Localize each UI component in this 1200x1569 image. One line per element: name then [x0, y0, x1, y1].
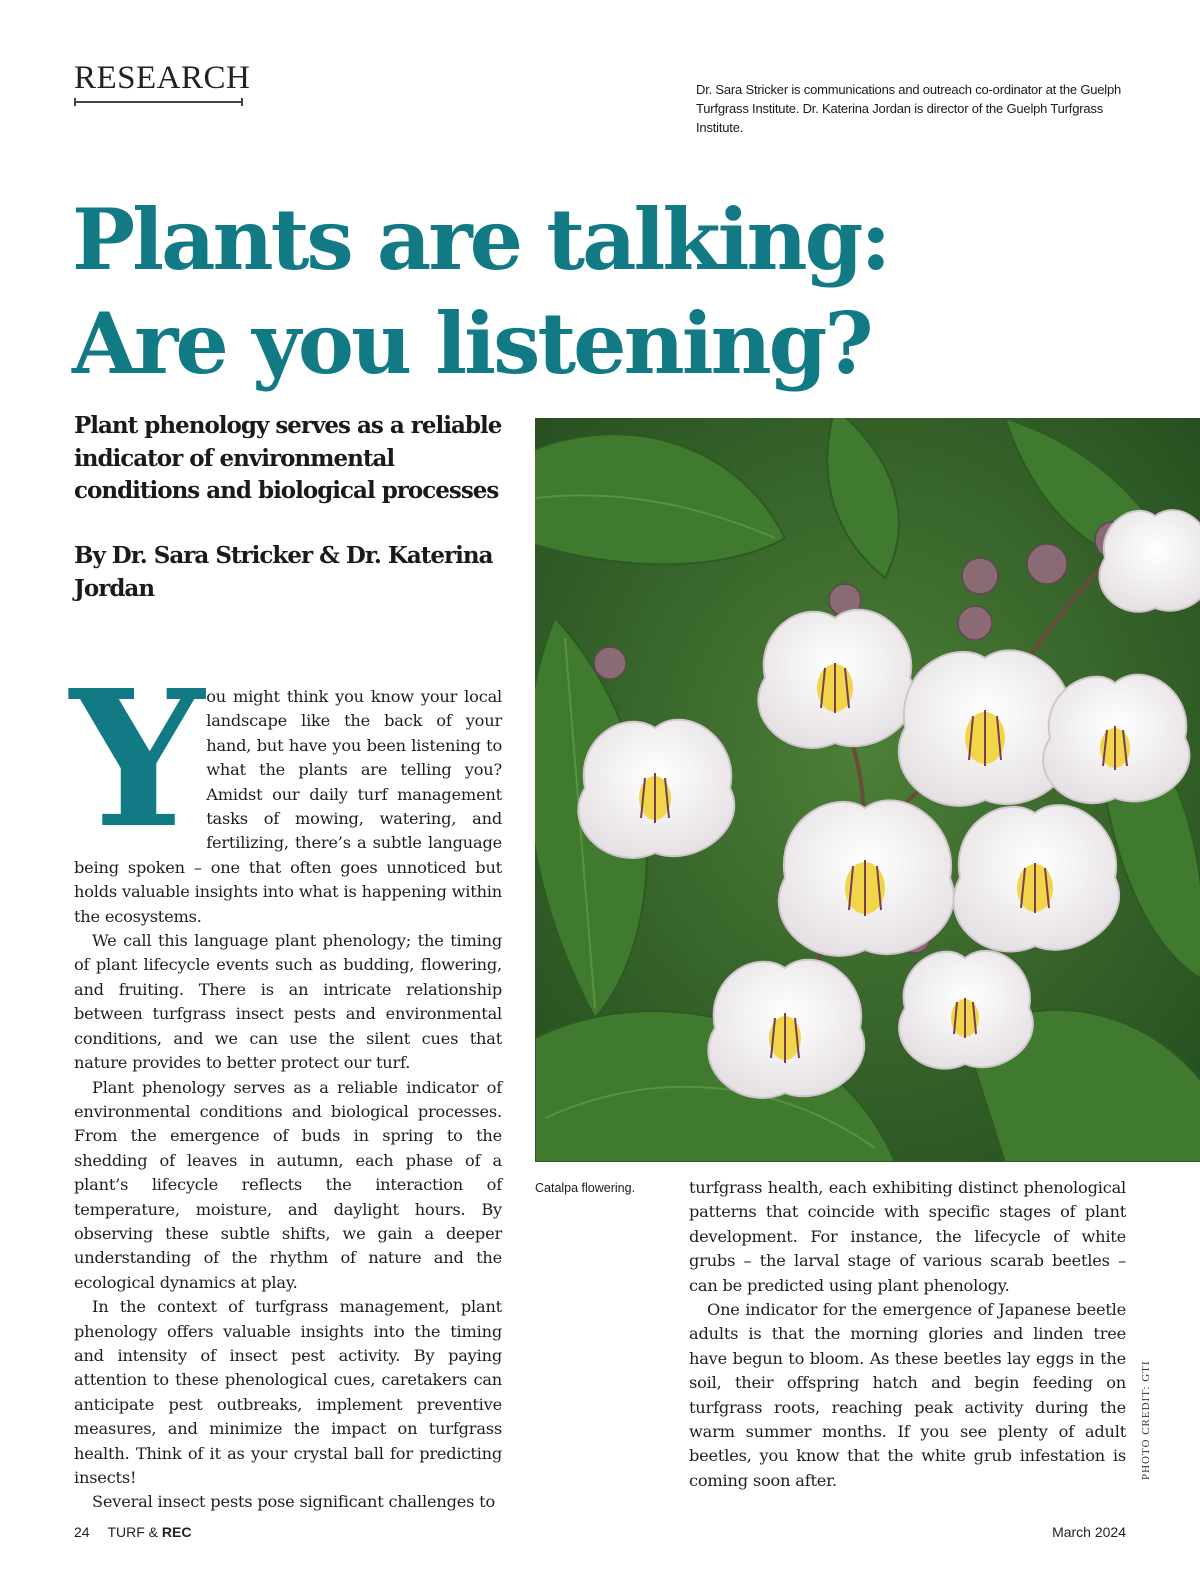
article-paragraph: One indicator for the emergence of Japanese beetle adults is that the morning glories and linden tree have begun to bloom. As these beetles lay eggs in the soil, their offspring hatch and begin feeding on turfgrass roots, reaching peak activity during the warm summer months. If you see plenty of adult beetles, you know that the white grub infestation is coming soon after. — [689, 1300, 1126, 1490]
section-label: RESEARCH — [74, 60, 251, 96]
article-column-left — [70, 649, 502, 1515]
magazine-name: TURF & REC — [107, 1524, 192, 1540]
page-number: 24 — [74, 1524, 90, 1540]
article-paragraph: In the context of turfgrass management, plant phenology offers valuable insights into the timing and intensity of insect pest activity. By paying attention to these phenological cues, caretakers can anticipate pest outbreaks, implement preventive measures, and minimize the impact on turfgrass health. Think of it as your crystal ball for predicting insects! — [74, 1297, 502, 1487]
author-note: Dr. Sara Stricker is communications and outreach co-ordinator at the Guelph Turfgrass Institute. Dr. Katerina Jordan is director of the Guelph Turfgrass Institute. — [696, 82, 1122, 135]
drop-cap: Y — [70, 649, 201, 870]
section-rule — [74, 101, 243, 103]
headline-line-2: Are you listening? — [72, 294, 871, 393]
article-paragraph: Plant phenology serves as a reliable indicator of environmental conditions and biological processes. From the emergence of buds in spring to the shedding of leaves in autumn, each phase of a plant’s lifecycle reflects the interaction of temperature, moisture, and daylight hours. By observing these subtle shifts, we gain a deeper understanding of the rhythm of nature and the ecological dynamics at play. — [74, 1077, 502, 1292]
footer-folio — [74, 1524, 191, 1540]
catalpa-illustration — [535, 418, 1200, 1162]
headline — [72, 188, 1192, 396]
photo-caption: Catalpa flowering. — [535, 1181, 636, 1195]
headline-line-1: Plants are talking: — [72, 190, 889, 289]
photo-credit: PHOTO CREDIT: GTI — [1140, 1360, 1152, 1480]
article-column-right — [689, 1176, 1126, 1493]
issue-date: March 2024 — [1052, 1524, 1126, 1540]
byline: By Dr. Sara Stricker & Dr. Katerina Jordan — [74, 542, 493, 602]
article-paragraph: We call this language plant phenology; the timing of plant lifecycle events such as budding, flowering, and fruiting. There is an intricate relationship between turfgrass insect pests and environmental conditions, and we can use the silent cues that nature provides to better protect our turf. — [74, 931, 502, 1073]
article-paragraph: turfgrass health, each exhibiting distinct phenological patterns that coincide with specific stages of plant development. For instance, the lifecycle of white grubs – the larval stage of various scarab beetles – can be predicted using plant phenology. — [689, 1178, 1126, 1295]
catalpa-photo — [535, 418, 1200, 1162]
article-paragraph: You might think you know your local landscape like the back of your hand, but have you been listening to what the plants are telling you? Amidst our daily turf management tasks of mowing, watering, and fertilizing, there’s a subtle language being spoken – one that often goes unnoticed but holds valuable insights into what is happening within the ecosystems. — [70, 649, 502, 926]
article-paragraph: Several insect pests pose significant challenges to — [92, 1492, 496, 1512]
deck: Plant phenology serves as a reliable indicator of environmental conditions and biological processes — [74, 412, 502, 504]
